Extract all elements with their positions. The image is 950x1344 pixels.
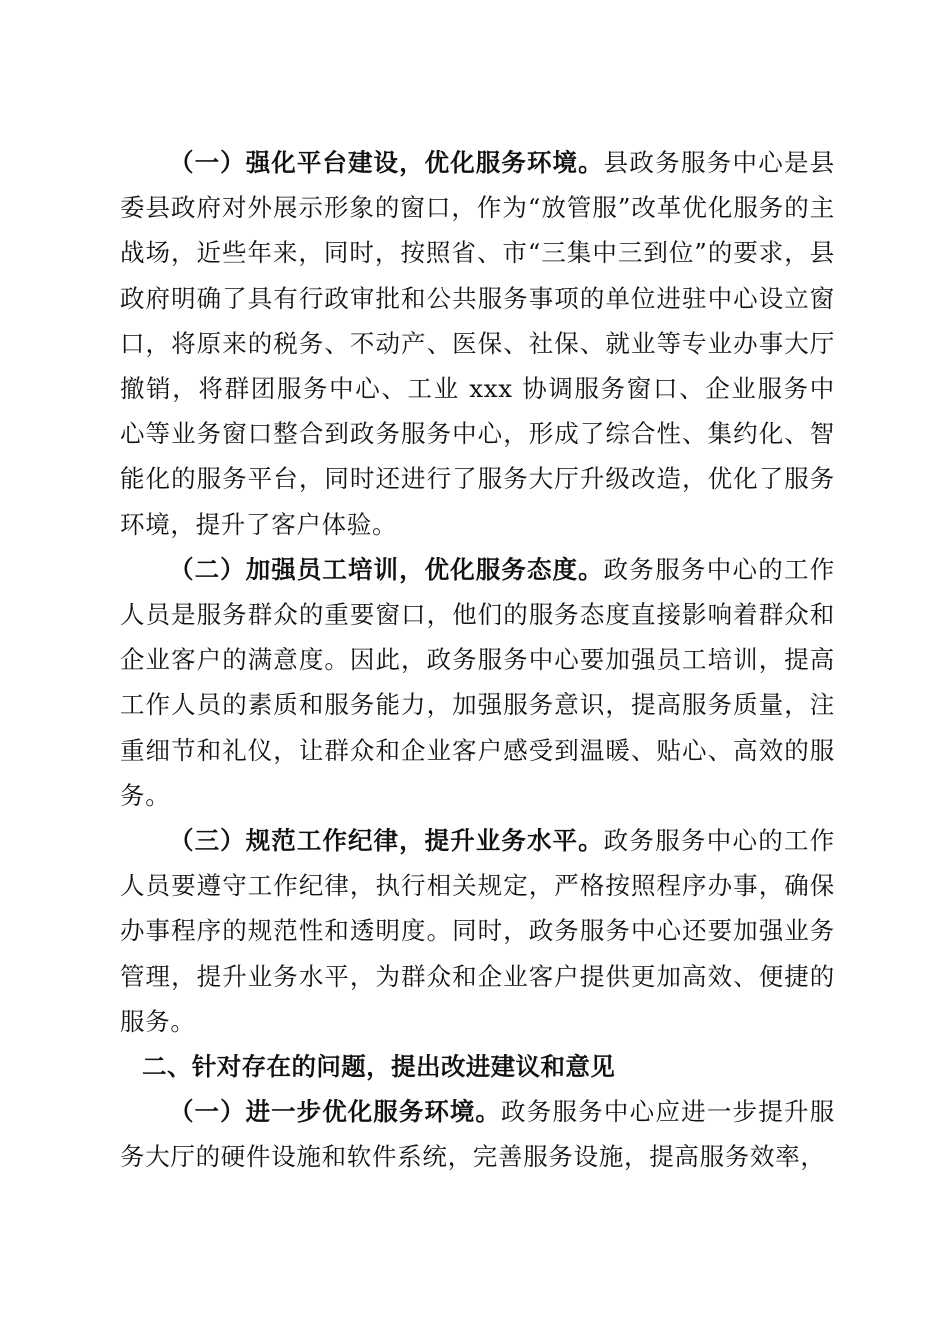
paragraph-text: 政务服务中心的工作人员是服务群众的重要窗口，他们的服务态度直接影响着群众和企业客户的满意度。因此，政务服务中心要加强员工培训，提高工作人员的素质和服务能力，加强服务意识，提高服务质量，注重细节和礼仪，让群众和企业客户感受到温暖、贴心、高效的服务。 bbox=[120, 554, 835, 810]
paragraph-lead: （一）强化平台建设，优化服务环境。 bbox=[169, 148, 604, 177]
paragraph-text: 县政务服务中心是县委县政府对外展示形象的窗口，作为“放管服”改革优化服务的主战场，近些年来，同时，按照省、市“三集中三到位”的要求，县政府明确了具有行政审批和公共服务事项的单位进驻中心设立窗口，将原来的税务、不动产、医保、社保、就业等专业办事大厅撤销，将群团服务中心、工业 xxx 协调服务窗口、企业服务中心等业务窗口整合到政务服务中心，形成了综合性、集约化、智能化的服务平台，同时还进行了服务大厅升级改造，优化了服务环境，提升了客户体验。 bbox=[120, 148, 835, 539]
paragraph-lead: （二）加强员工培训，优化服务态度。 bbox=[169, 554, 604, 584]
paragraph-optimize-environment bbox=[120, 1089, 835, 1179]
paragraph-text: 政务服务中心应进一步提升服务大厅的硬件设施和软件系统，完善服务设施，提高服务效率， bbox=[120, 1097, 835, 1172]
paragraph-lead: （三）规范工作纪律，提升业务水平。 bbox=[169, 826, 604, 856]
document-body bbox=[120, 140, 835, 1180]
paragraph-text: 政务服务中心的工作人员要遵守工作纪律，执行相关规定，严格按照程序办事，确保办事程序的规范性和透明度。同时，政务服务中心还要加强业务管理，提升业务水平，为群众和企业客户提供更加高效、便捷的服务。 bbox=[120, 826, 835, 1036]
paragraph-staff-training bbox=[120, 547, 835, 818]
paragraph-work-discipline bbox=[120, 818, 835, 1044]
paragraph-lead: （一）进一步优化服务环境。 bbox=[169, 1097, 501, 1127]
section-heading: 二、针对存在的问题，提出改进建议和意见 bbox=[142, 1052, 616, 1082]
paragraph-platform-construction bbox=[120, 140, 835, 547]
